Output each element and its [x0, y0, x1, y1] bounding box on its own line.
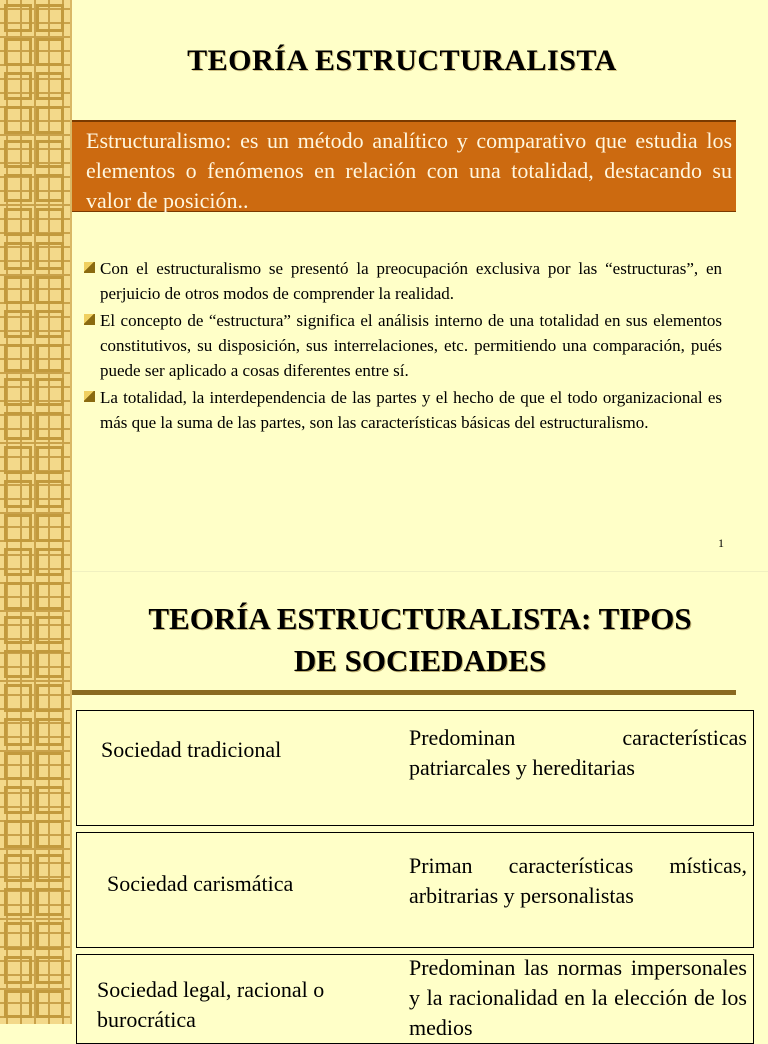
bullet-text: El concepto de “estructura” significa el análisis interno de una totalidad en sus elementos constitutivos, su disposición, sus interrelaciones, etc. permitiendo una comparación, pués puede ser aplicado a cosas diferentes entre sí.: [100, 311, 722, 380]
greek-key-motif: [4, 412, 32, 440]
bullet-icon: [84, 314, 95, 325]
greek-key-motif: [36, 582, 64, 610]
greek-key-motif: [36, 174, 64, 202]
greek-key-motif: [4, 140, 32, 168]
society-description: Predominan las normas impersonales y la racionalidad en la elección de los medios: [409, 955, 747, 1040]
greek-key-border: [0, 0, 72, 1024]
greek-key-motif: [4, 582, 32, 610]
greek-key-motif: [4, 888, 32, 916]
bullet-item: [82, 308, 722, 383]
greek-key-motif: [4, 4, 32, 32]
greek-key-motif: [4, 106, 32, 134]
greek-key-motif: [36, 718, 64, 746]
greek-key-motif: [4, 276, 32, 304]
greek-key-motif: [36, 208, 64, 236]
bullet-item: [82, 256, 722, 306]
greek-key-motif: [4, 854, 32, 882]
society-description: Priman características místicas, arbitrarias y personalistas: [409, 853, 747, 908]
greek-key-motif: [36, 446, 64, 474]
greek-key-motif: [36, 684, 64, 712]
greek-key-motif: [4, 786, 32, 814]
greek-key-motif: [4, 378, 32, 406]
greek-key-motif: [36, 72, 64, 100]
greek-key-motif: [36, 242, 64, 270]
slide-1-title: TEORÍA ESTRUCTURALISTA: [187, 44, 617, 77]
greek-key-motif: [36, 956, 64, 984]
greek-key-motif: [36, 344, 64, 372]
greek-key-motif: [4, 174, 32, 202]
greek-key-motif: [4, 208, 32, 236]
slide-2-title-line-2: DE SOCIEDADES: [293, 643, 547, 678]
slide-1: [72, 0, 768, 572]
bullet-text: Con el estructuralismo se presentó la preocupación exclusiva por las “estructuras”, en perjuicio de otros modos de comprender la realidad.: [100, 259, 722, 303]
greek-key-motif: [4, 242, 32, 270]
bullet-icon: [84, 391, 95, 402]
greek-key-motif: [36, 616, 64, 644]
title-underline: [72, 690, 736, 695]
greek-key-motif: [36, 820, 64, 848]
greek-key-motif: [4, 548, 32, 576]
greek-key-motif: [36, 888, 64, 916]
greek-key-motif: [4, 752, 32, 780]
greek-key-motif: [36, 140, 64, 168]
bullet-list: [82, 256, 722, 437]
greek-key-motif: [4, 922, 32, 950]
society-row: [76, 710, 754, 826]
greek-key-motif: [4, 990, 32, 1018]
bullet-text: La totalidad, la interdependencia de las partes y el hecho de que el todo organizacional es más que la suma de las partes, son las características básicas del estructuralismo.: [100, 388, 722, 432]
greek-key-motif: [36, 38, 64, 66]
greek-key-motif: [36, 990, 64, 1018]
greek-key-motif: [4, 650, 32, 678]
society-description: Predominan características patriarcales y hereditarias: [409, 725, 747, 780]
greek-key-motif: [4, 718, 32, 746]
society-row: [76, 832, 754, 948]
greek-key-motif: [36, 922, 64, 950]
greek-key-motif: [36, 106, 64, 134]
page-number: 1: [718, 536, 724, 550]
slide-2-title-line-1: TEORÍA ESTRUCTURALISTA: TIPOS: [148, 601, 692, 636]
greek-key-motif: [4, 480, 32, 508]
slide-2-title: [72, 598, 768, 682]
greek-key-motif: [4, 344, 32, 372]
slide-2: [72, 572, 768, 1040]
definition-box: Estructuralismo: es un método analítico y comparativo que estudia los elementos o fenómenos en relación con una totalidad, destacando su valor de posición..: [72, 120, 736, 212]
greek-key-motif: [4, 514, 32, 542]
greek-key-motif: [36, 4, 64, 32]
greek-key-motif: [36, 514, 64, 542]
greek-key-motif: [4, 684, 32, 712]
greek-key-motif: [4, 956, 32, 984]
greek-key-motif: [4, 38, 32, 66]
greek-key-motif: [4, 616, 32, 644]
greek-key-motif: [36, 752, 64, 780]
greek-key-motif: [36, 650, 64, 678]
bullet-item: [82, 385, 722, 435]
greek-key-motif: [36, 310, 64, 338]
greek-key-motif: [36, 480, 64, 508]
greek-key-motif: [4, 446, 32, 474]
society-label: Sociedad carismática: [107, 871, 294, 896]
greek-key-motif: [36, 412, 64, 440]
greek-key-motif: [36, 276, 64, 304]
greek-key-motif: [36, 854, 64, 882]
society-label: Sociedad legal, racional o burocrática: [97, 977, 325, 1032]
society-row: [76, 954, 754, 1044]
society-label: Sociedad tradicional: [101, 737, 282, 762]
bullet-icon: [84, 262, 95, 273]
greek-key-motif: [36, 378, 64, 406]
greek-key-motif: [36, 548, 64, 576]
greek-key-motif: [4, 72, 32, 100]
greek-key-motif: [4, 820, 32, 848]
greek-key-motif: [36, 786, 64, 814]
greek-key-motif: [4, 310, 32, 338]
